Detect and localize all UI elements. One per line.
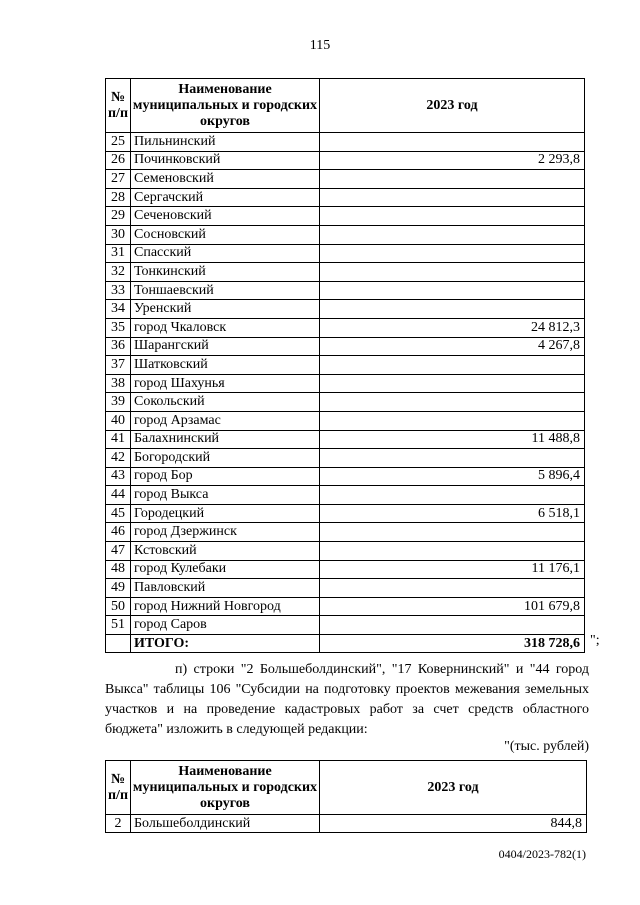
row-number: 34 — [106, 300, 131, 319]
table-row — [106, 356, 585, 375]
row-number: 36 — [106, 337, 131, 356]
row-name: Сеченовский — [131, 207, 320, 226]
row-number: 39 — [106, 393, 131, 412]
row-value — [320, 170, 585, 189]
row-number: 28 — [106, 188, 131, 207]
row-name: Большеболдинский — [131, 815, 320, 833]
table-row — [106, 393, 585, 412]
row-value — [320, 542, 585, 561]
row-name: город Арзамас — [131, 411, 320, 430]
row-name: Пильнинский — [131, 133, 320, 152]
row-number: 37 — [106, 356, 131, 375]
row-number: 44 — [106, 486, 131, 505]
units-label: "(тыс. рублей) — [504, 739, 589, 754]
amendment-table — [105, 760, 587, 833]
row-number: 42 — [106, 449, 131, 468]
table-row — [106, 486, 585, 505]
header-year: 2023 год — [320, 79, 585, 133]
row-number: 35 — [106, 318, 131, 337]
row-value: 11 176,1 — [320, 560, 585, 579]
table-row — [106, 151, 585, 170]
header-year: 2023 год — [320, 761, 587, 815]
row-name: Спасский — [131, 244, 320, 263]
row-value — [320, 411, 585, 430]
row-name: город Шахунья — [131, 374, 320, 393]
row-value: 844,8 — [320, 815, 587, 833]
row-name: Шарангский — [131, 337, 320, 356]
row-number: 40 — [106, 411, 131, 430]
total-row — [106, 635, 585, 653]
table-row — [106, 244, 585, 263]
table-row — [106, 430, 585, 449]
row-value — [320, 486, 585, 505]
row-name: город Нижний Новгород — [131, 597, 320, 616]
row-number: 2 — [106, 815, 131, 833]
row-number: 32 — [106, 263, 131, 282]
row-number: 45 — [106, 504, 131, 523]
table-row — [106, 616, 585, 635]
row-name: Сосновский — [131, 225, 320, 244]
row-number: 48 — [106, 560, 131, 579]
row-value — [320, 523, 585, 542]
row-number: 43 — [106, 467, 131, 486]
row-value — [320, 616, 585, 635]
row-name: город Чкаловск — [131, 318, 320, 337]
table-row — [106, 207, 585, 226]
table-row — [106, 579, 585, 598]
row-number: 26 — [106, 151, 131, 170]
row-value: 24 812,3 — [320, 318, 585, 337]
table-row — [106, 263, 585, 282]
table-row — [106, 170, 585, 189]
row-name: город Бор — [131, 467, 320, 486]
row-value — [320, 300, 585, 319]
document-code: 0404/2023-782(1) — [498, 847, 586, 861]
row-value — [320, 356, 585, 375]
row-number: 41 — [106, 430, 131, 449]
row-number: 30 — [106, 225, 131, 244]
row-name: город Дзержинск — [131, 523, 320, 542]
row-name: Уренский — [131, 300, 320, 319]
table-row — [106, 411, 585, 430]
header-name: Наименование муниципальных и городских округов — [131, 79, 320, 133]
table-row — [106, 337, 585, 356]
row-name: Сергачский — [131, 188, 320, 207]
row-value: 4 267,8 — [320, 337, 585, 356]
row-name: Богородский — [131, 449, 320, 468]
row-number: 46 — [106, 523, 131, 542]
row-value: 11 488,8 — [320, 430, 585, 449]
row-value — [320, 188, 585, 207]
row-number: 31 — [106, 244, 131, 263]
row-value: 6 518,1 — [320, 504, 585, 523]
amendment-paragraph: п) строки "2 Большеболдинский", "17 Ковернинский" и "44 город Выкса" таблицы 106 "Субсидии на подготовку проектов межевания земельных участков и на проведение кадастровых работ за счет средств областного бюджета" изложить в следующей редакции: — [105, 662, 589, 737]
header-name: Наименование муниципальных и городских округов — [131, 761, 320, 815]
row-name: город Саров — [131, 616, 320, 635]
row-number: 51 — [106, 616, 131, 635]
row-name: Починковский — [131, 151, 320, 170]
row-value — [320, 281, 585, 300]
header-num: № п/п — [106, 761, 131, 815]
page-number: 115 — [309, 38, 331, 53]
table-row — [106, 560, 585, 579]
row-number: 25 — [106, 133, 131, 152]
row-name: Семеновский — [131, 170, 320, 189]
table-row — [106, 188, 585, 207]
table-row — [106, 374, 585, 393]
row-name: Тоншаевский — [131, 281, 320, 300]
row-name: Кстовский — [131, 542, 320, 561]
row-value: 2 293,8 — [320, 151, 585, 170]
row-value — [320, 244, 585, 263]
table-row — [106, 597, 585, 616]
row-number: 33 — [106, 281, 131, 300]
row-value — [320, 263, 585, 282]
row-number: 49 — [106, 579, 131, 598]
row-value — [320, 393, 585, 412]
row-value — [320, 579, 585, 598]
row-value: 5 896,4 — [320, 467, 585, 486]
row-name: город Кулебаки — [131, 560, 320, 579]
row-name: Балахнинский — [131, 430, 320, 449]
table-row — [106, 504, 585, 523]
table-header-row — [106, 761, 587, 815]
row-name: Тонкинский — [131, 263, 320, 282]
table-row — [106, 225, 585, 244]
row-value — [320, 374, 585, 393]
table-row — [106, 133, 585, 152]
total-num — [106, 635, 131, 653]
table-row — [106, 523, 585, 542]
row-number: 27 — [106, 170, 131, 189]
row-value — [320, 207, 585, 226]
header-num: № п/п — [106, 79, 131, 133]
table-header-row — [106, 79, 585, 133]
row-number: 47 — [106, 542, 131, 561]
row-name: Павловский — [131, 579, 320, 598]
table-row — [106, 542, 585, 561]
table-row — [106, 449, 585, 468]
row-number: 50 — [106, 597, 131, 616]
closing-quote: "; — [590, 633, 600, 648]
row-name: Сокольский — [131, 393, 320, 412]
row-number: 38 — [106, 374, 131, 393]
subsidy-table — [105, 78, 585, 653]
row-value — [320, 449, 585, 468]
row-name: Городецкий — [131, 504, 320, 523]
row-value — [320, 225, 585, 244]
table-row — [106, 281, 585, 300]
table-row — [106, 467, 585, 486]
table-row — [106, 318, 585, 337]
table-row — [106, 300, 585, 319]
row-name: Шатковский — [131, 356, 320, 375]
total-label: ИТОГО: — [131, 635, 320, 653]
row-name: город Выкса — [131, 486, 320, 505]
row-value — [320, 133, 585, 152]
table-row — [106, 815, 587, 833]
row-number: 29 — [106, 207, 131, 226]
total-value: 318 728,6 — [320, 635, 585, 653]
row-value: 101 679,8 — [320, 597, 585, 616]
